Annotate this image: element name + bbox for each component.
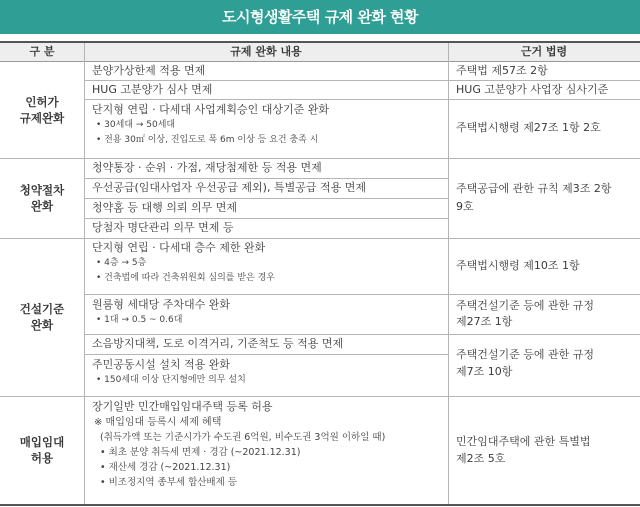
row-text: 우선공급(임대사업자 우선공급 제외), 특별공급 적용 면제 (92, 181, 366, 194)
construction-row-2 (92, 297, 440, 328)
subscription-row-3 (92, 200, 440, 216)
category-line: 매입임대 (19, 435, 65, 449)
construction-row-3 (92, 336, 440, 352)
permit-row-2 (92, 82, 440, 98)
table-bottom-border (0, 504, 640, 506)
basis-text: 주택법시행령 제27조 1항 2호 (456, 121, 601, 134)
row-divider (84, 80, 448, 81)
row-divider (84, 334, 448, 335)
rental-row-1 (92, 399, 440, 490)
basis-text: 제27조 1항 (456, 315, 513, 328)
basis-text: 주택법 제57조 2항 (456, 64, 548, 77)
category-line: 인허가 (25, 95, 59, 109)
permit-row-1 (92, 63, 440, 79)
row-divider (84, 218, 448, 219)
row-text: 당첨자 명단관리 의무 면제 등 (92, 221, 234, 234)
section-divider (0, 238, 640, 239)
category-line: 청약절차 (19, 183, 65, 197)
category-construction (0, 238, 84, 396)
basis-text: 주택건설기준 등에 관한 규정 (456, 299, 595, 312)
category-line: 규제완화 (19, 111, 65, 125)
category-line: 완화 (30, 199, 54, 213)
row-subitem: • 1대 → 0.5 ~ 0.6대 (96, 315, 183, 325)
row-text: 청약통장 · 순위 · 가점, 재당첨제한 등 적용 면제 (92, 161, 322, 174)
basis-text: 9호 (456, 200, 474, 213)
row-subitem: • 4층 → 5층 (96, 258, 147, 268)
row-text: HUG 고분양가 심사 면제 (92, 83, 213, 96)
column-divider (84, 43, 85, 504)
basis-text: 제2조 5호 (456, 452, 506, 465)
basis-text: 주택건설기준 등에 관한 규정 (456, 348, 595, 361)
row-text: 단지형 연립 · 다세대 사업계획승인 대상기준 완화 (92, 103, 329, 116)
category-line: 허용 (30, 451, 54, 465)
basis-text: 주택공급에 관한 규칙 제3조 2항 (456, 182, 612, 195)
row-divider (84, 178, 448, 179)
subscription-row-2 (92, 180, 440, 196)
permit-row-3 (92, 102, 440, 148)
row-text: 단지형 연립 · 다세대 층수 제한 완화 (92, 241, 266, 254)
row-subitem: • 재산세 경감 (~2021.12.31) (100, 462, 231, 473)
header-category: 구 분 (29, 45, 55, 58)
subscription-row-1 (92, 160, 440, 176)
row-subitem: • 150세대 이상 단지형에만 의무 설치 (96, 375, 246, 385)
category-subscription (0, 158, 84, 238)
row-divider (84, 99, 448, 100)
row-note: ※ 매입임대 등록시 세제 혜택 (94, 417, 222, 428)
row-divider (448, 80, 640, 81)
construction-row-4 (92, 357, 440, 388)
row-text: 주민공동시설 설치 적용 완화 (92, 358, 231, 371)
row-text: 원룸형 세대당 주차대수 완화 (92, 298, 231, 311)
category-line: 완화 (30, 318, 54, 332)
construction-row-1 (92, 240, 440, 286)
page-title: 도시형생활주택 규제 완화 현황 (221, 8, 419, 26)
category-rental (0, 396, 84, 504)
row-divider (448, 99, 640, 100)
row-subitem: • 전용 30㎡ 이상, 진입도로 폭 6m 이상 등 요건 충족 시 (96, 135, 319, 145)
basis-text: HUG 고분양가 사업장 심사기준 (456, 83, 609, 96)
column-divider (448, 43, 449, 504)
row-divider (448, 294, 640, 295)
row-subitem: • 최초 분양 취득세 면제 · 경감 (~2021.12.31) (100, 447, 301, 458)
row-text: 분양가상한제 적용 면제 (92, 64, 206, 77)
header-content: 규제 완화 내용 (230, 45, 302, 58)
basis-text: 제7조 10항 (456, 365, 513, 378)
row-divider (84, 294, 448, 295)
row-subitem: • 30세대 → 50세대 (96, 120, 176, 130)
category-line: 건설기준 (19, 302, 65, 316)
row-divider (84, 354, 448, 355)
row-subitem: • 비조정지역 종부세 합산배제 등 (100, 477, 237, 488)
row-divider (448, 334, 640, 335)
row-note: (취득가액 또는 기준시가가 수도권 6억원, 비수도권 3억원 이하일 때) (100, 432, 386, 443)
basis-text: 주택법시행령 제10조 1항 (456, 259, 580, 272)
category-permit (0, 62, 84, 158)
row-subitem: • 건축법에 따라 건축위원회 심의를 받은 경우 (96, 273, 275, 283)
section-divider (0, 396, 640, 397)
row-text: 소음방지대책, 도로 이격거리, 기준척도 등 적용 면제 (92, 337, 344, 350)
header-basis: 근거 법령 (520, 45, 568, 58)
section-divider (0, 158, 640, 159)
row-divider (84, 198, 448, 199)
subscription-row-4 (92, 220, 440, 236)
row-text: 청약홈 등 대행 의뢰 의무 면제 (92, 201, 237, 214)
row-text: 장기일반 민간매입임대주택 등록 허용 (92, 400, 273, 413)
basis-text: 민간임대주택에 관한 특별법 (456, 435, 591, 448)
